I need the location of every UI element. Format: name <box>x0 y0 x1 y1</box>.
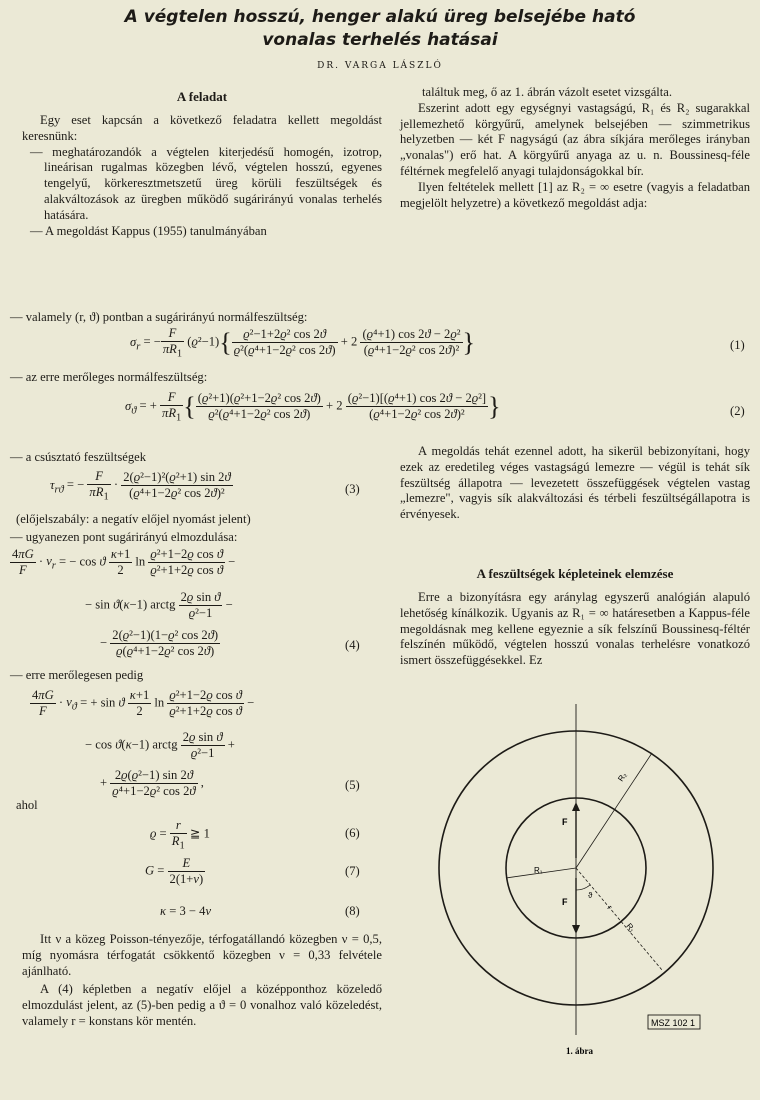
right-para-1: találtuk meg, ő az 1. ábrán vázolt esetet vizsgálta. <box>422 85 673 99</box>
equation-5-line-1: $\frac{4\pi G}{F}$ · $v_ϑ$ = + sin ϑ $\frac{\kappa+1}{2}$ ln $\frac{\text{ϱ²+1−2ϱ cos ϑ}}{\text{ϱ²+1+2ϱ cos ϑ}}$ − <box>32 688 255 718</box>
angle-arc <box>576 885 590 890</box>
label-f-bottom: F <box>562 897 568 907</box>
equation-4-line-3: − $\frac{\text{2(ϱ²−1)(1−ϱ² cos 2ϑ)}}{\text{ϱ(ϱ⁴+1−2ϱ² cos 2ϑ)}}$ <box>100 628 219 658</box>
force-arrowhead-top <box>572 802 580 811</box>
right-column-top <box>400 85 750 211</box>
figure-1 <box>400 690 760 1090</box>
left-bottom-para-1: Itt ν a közeg Poisson-tényezője, térfogatállandó közegben ν = 0,5, míg nyomásra térfogatát csökkentő közegben ν = 0,33 felvétele ajánlható. <box>22 932 382 978</box>
r2-radius-line <box>576 753 652 868</box>
label-r1-diag: R₁ <box>624 921 637 934</box>
eq6-number: (6) <box>345 826 360 840</box>
right-para-2: Eszerint adott egy egységnyi vastagságú, R₁ és R₂ sugarakkal jellemezhető körgyűrű, amelynek belsejében — szimmetrikus helyzetben — két F nagyságú (az ábra síkjára merőleges irányban „vonalas") erő hat. A körgyűrű anyaga az u. n. Boussinesq-féle féltérnek megfelelő anyagi tulajdonságokkal bír. <box>400 100 750 178</box>
equation-7: G = $\frac{E}{2(1+\nu)}$ <box>145 856 204 886</box>
eq2-intro: — az erre merőleges normálfeszültség: <box>10 370 208 384</box>
left-bottom-para-2: A (4) képletben a negatív előjel a középponthoz közeledő elmozdulást jelent, az (5)-ben pedig a ϑ = 0 vonalhoz való közeledést, valamely r = konstans kör mentén. <box>22 982 382 1028</box>
equation-4-line-2: − sin ϑ(κ−1) arctg $\frac{\text{2ϱ sin ϑ}}{\text{ϱ²−1}}$ − <box>85 590 233 620</box>
eq2-number: (2) <box>730 404 745 418</box>
ahol-label: ahol <box>16 798 38 812</box>
right-mid-para: A megoldás tehát ezennel adott, ha sikerül bebizonyítani, hogy ezek az eredetileg véges vastagságú lemezre — végül is tehát sík feszültség állapotra — levezetett összefüggések végtelen vastag „lemezre", vagyis sík alakváltozási és térbeli feszültségállapotra is érvényesek. <box>400 444 750 522</box>
right-column-bottom <box>400 590 750 669</box>
title-line-2: vonalas terhelés hatásai <box>262 30 498 50</box>
author: DR. VARGA LÁSZLÓ <box>317 61 443 71</box>
equation-6: ϱ = $\frac{r}{R_1}$ ≧ 1 <box>150 818 210 852</box>
equation-3: $\tau_{rϑ}$ = − $\frac{F}{\pi R_1}$ · $\frac{\text{2(ϱ²−1)²(ϱ²+1) sin 2ϑ}}{\text{(ϱ⁴+1−2ϱ² cos 2ϑ)²}}$ <box>50 469 231 503</box>
right-section-heading: A feszültségek képleteinek elemzése <box>476 566 674 581</box>
eq4-intro: — ugyanezen pont sugárirányú elmozdulása: <box>10 530 238 544</box>
r-radius-line <box>576 868 662 970</box>
label-theta: ϑ <box>588 891 593 900</box>
left-section-heading: A feladat <box>176 89 228 104</box>
figure-caption: 1. ábra <box>566 1046 593 1056</box>
label-r: r <box>605 903 615 912</box>
stamp-text: MSZ 102 1 <box>651 1018 696 1028</box>
eq8-number: (8) <box>345 904 360 918</box>
right-bottom-para: Erre a bizonyításra egy aránylag egyszerű analógián alapuló lehetőség kínálkozik. Ugyanis az R₁ = ∞ határesetben a Kappus-féle megoldásnak meg kellene egyeznie a sík felszínű Boussinesq-féltér felszínén működő, végtelen hosszú vonalas terhelésre vonatkozó ismert összefüggésekkel. Ez <box>400 590 750 668</box>
label-r2: R₂ <box>616 770 629 784</box>
eq7-number: (7) <box>345 864 360 878</box>
eq3-number: (3) <box>345 482 360 496</box>
equation-4-line-1: $\frac{4\pi G}{F}$ · $v_r$ = − cos ϑ $\frac{\kappa+1}{2}$ ln $\frac{\text{ϱ²+1−2ϱ cos ϑ}}{\text{ϱ²+1+2ϱ cos ϑ}}$ − <box>12 547 236 577</box>
right-para-3: Ilyen feltételek mellett [1] az R₂ = ∞ esetre (vagyis a feladatban megjelölt helyzetre) a következő megoldást adja: <box>400 179 750 210</box>
eq1-number: (1) <box>730 338 745 352</box>
equation-5-line-3: + $\frac{\text{2ϱ(ϱ²−1) sin 2ϑ}}{\text{ϱ⁴+1−2ϱ² cos 2ϑ}}$ , <box>100 768 204 798</box>
left-item-1: — meghatározandók a végtelen kiterjedésű homogén, izotrop, lineárisan rugalmas közegben lévő, végtelen hosszú, egyenes tengelyű, körkeresztmetszetű üreg körüli feszültségek és alakváltozások az üregben működő sugárirányú vonalas terhelés hatására. <box>30 144 382 222</box>
title-line-1: A végtelen hosszú, henger alakú üreg belsejébe ható <box>124 7 636 27</box>
eq5-intro: — erre merőlegesen pedig <box>10 668 144 682</box>
left-column-top <box>22 113 382 239</box>
label-r1-inner: R₁ <box>534 866 543 875</box>
eq5-number: (5) <box>345 778 360 792</box>
equation-5-line-2: − cos ϑ(κ−1) arctg $\frac{\text{2ϱ sin ϑ}}{\text{ϱ²−1}}$ + <box>85 730 235 760</box>
eq1-intro: — valamely (r, ϑ) pontban a sugárirányú normálfeszültség: <box>10 310 308 324</box>
sign-rule: (előjelszabály: a negatív előjel nyomást jelent) <box>16 512 251 526</box>
equation-1: $\sigma_r$ = − $\frac{F}{\pi R_1}$ (ϱ²−1){ $\frac{\text{ϱ²−1+2ϱ² cos 2ϑ}}{\text{ϱ²(ϱ⁴+1−2ϱ² cos 2ϑ)}}$ + 2 $\frac{\text{(ϱ⁴+1) cos 2ϑ − 2ϱ²}}{\text{(ϱ⁴+1−2ϱ² cos 2ϑ)²}}$ } <box>130 326 475 360</box>
equation-2: $\sigma_ϑ$ = + $\frac{F}{\pi R_1}$ { $\frac{\text{(ϱ²+1)(ϱ²+1−2ϱ² cos 2ϑ)}}{\text{ϱ²(ϱ⁴+1−2ϱ² cos 2ϑ)}}$ + 2 $\frac{\text{(ϱ²−1)[(ϱ⁴+1) cos 2ϑ − 2ϱ²]}}{\text{(ϱ⁴+1−2ϱ² cos 2ϑ)²}}$ } <box>125 390 501 424</box>
left-column-bottom <box>22 932 382 1030</box>
eq4-number: (4) <box>345 638 360 652</box>
left-para-1: Egy eset kapcsán a következő feladatra kellett megoldást keresnünk: <box>22 113 382 143</box>
left-item-2: — A megoldást Kappus (1955) tanulmányában <box>30 223 267 238</box>
force-arrowhead-bottom <box>572 925 580 934</box>
equation-8: κ = 3 − 4ν <box>160 904 212 918</box>
right-column-mid <box>400 444 750 523</box>
label-f-top: F <box>562 817 568 827</box>
eq3-intro: — a csúsztató feszültségek <box>10 450 147 464</box>
